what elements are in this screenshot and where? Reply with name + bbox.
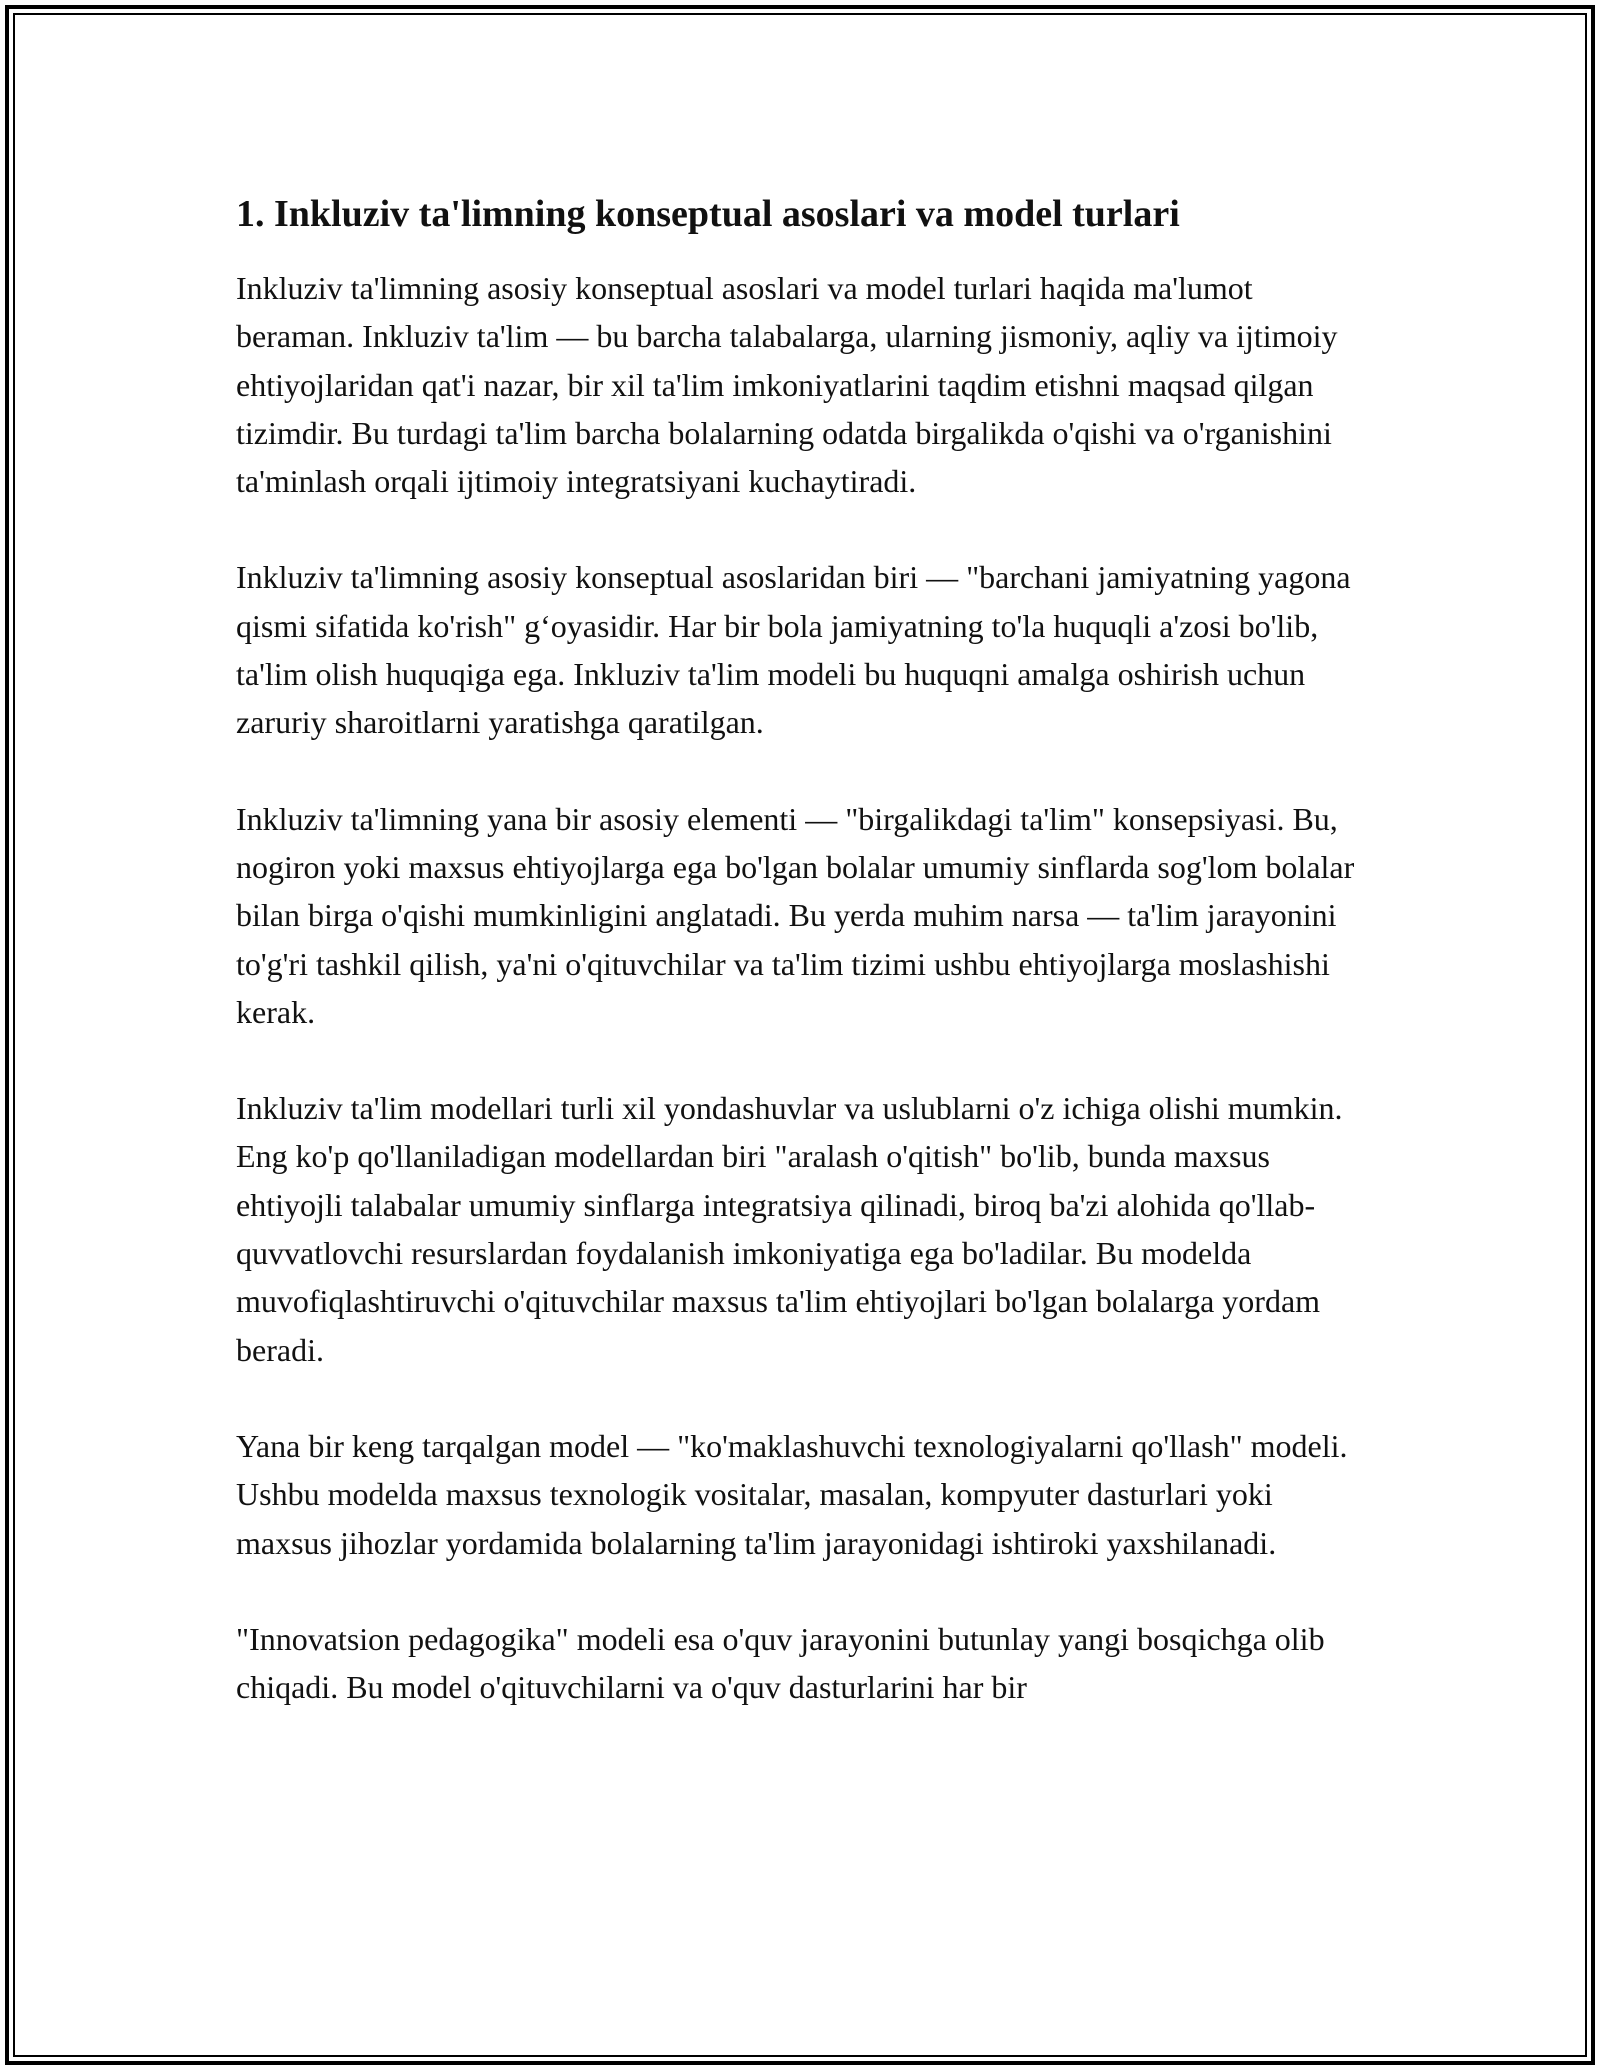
paragraph-4: Inkluziv ta'lim modellari turli xil yondashuvlar va uslublarni o'z ichiga olishi mumkin. Eng ko'p qo'llaniladigan modellardan biri "aralash o'qitish" bo'lib, bunda maxsus ehtiyojli talabalar umumiy sinflarga integratsiya qilinadi, biroq ba'zi alohida qo'llab-quvvatlovchi resurslardan foydalanish imkoniyatiga ega bo'ladilar. Bu modelda muvofiqlashtiruvchi o'qituvchilar maxsus ta'lim ehtiyojlari bo'lgan bolalarga yordam beradi. [236,1090,1343,1368]
document-body [236,186,1376,1759]
paragraph-6: "Innovatsion pedagogika" modeli esa o'quv jarayonini butunlay yangi bosqichga olib chiqadi. Bu model o'qituvchilarni va o'quv dasturlarini har bir [236,1620,1325,1706]
paragraph-3: Inkluziv ta'limning yana bir asosiy elementi — "birgalikdagi ta'lim" konsepsiyasi. Bu, nogiron yoki maxsus ehtiyojlarga ega bo'lgan bolalar umumiy sinflarda sog'lom bolalar bilan birga o'qishi mumkinligini anglatadi. Bu yerda muhim narsa — ta'lim jarayonini to'g'ri tashkil qilish, ya'ni o'qituvchilar va ta'lim tizimi ushbu ehtiyojlarga moslashishi kerak. [236,800,1355,1030]
paragraph-5: Yana bir keng tarqalgan model — "ko'maklashuvchi texnologiyalarni qo'llash" modeli. Ushbu modelda maxsus texnologik vositalar, masalan, kompyuter dasturlari yoki maxsus jihozlar yordamida bolalarning ta'lim jarayonidagi ishtiroki yaxshilanadi. [236,1427,1348,1561]
paragraph-1: Inkluziv ta'limning asosiy konseptual asoslari va model turlari haqida ma'lumot beraman. Inkluziv ta'lim — bu barcha talabalarga, ularning jismoniy, aqliy va ijtimoiy ehtiyojlaridan qat'i nazar, bir xil ta'lim imkoniyatlarini taqdim etishni maqsad qilgan tizimdir. Bu turdagi ta'lim barcha bolalarning odatda birgalikda o'qishi va o'rganishini ta'minlash orqali ijtimoiy integratsiyani kuchaytiradi. [236,270,1338,500]
paragraph-2: Inkluziv ta'limning asosiy konseptual asoslaridan biri — "barchani jamiyatning yagona qismi sifatida ko'rish" g‘oyasidir. Har bir bola jamiyatning to'la huquqli a'zosi bo'lib, ta'lim olish huquqiga ega. Inkluziv ta'lim modeli bu huquqni amalga oshirish uchun zaruriy sharoitlarni yaratishga qaratilgan. [236,559,1351,741]
section-title: 1. Inkluziv ta'limning konseptual asoslari va model turlari [236,193,1180,235]
